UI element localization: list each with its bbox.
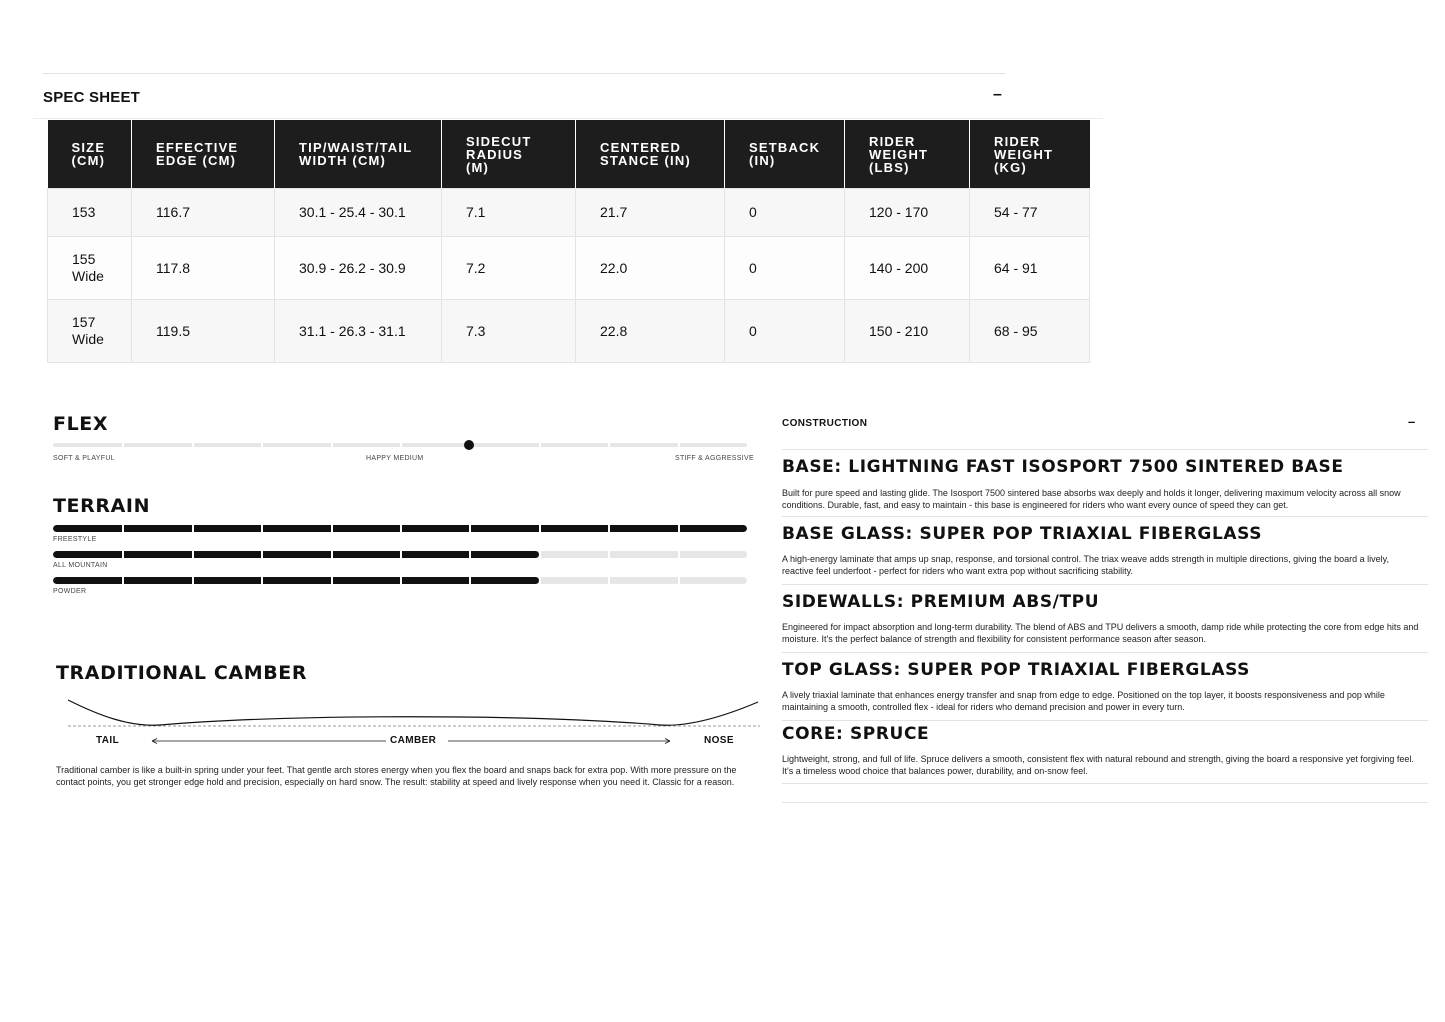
construction-divider [782, 449, 1428, 450]
cell-size: 155 Wide [48, 237, 132, 300]
col-header-effective-edge: EFFECTIVE EDGE (CM) [132, 120, 275, 189]
construction-item-description: Built for pure speed and lasting glide. The Isosport 7500 sintered base absorbs wax deeply and holds it longer, delivering maximum velocity across all snow conditions. Durable, fast, and easy to maintain - this base is engineered for riders who want every ounce of speed they can get. [782, 488, 1401, 510]
scale-segment-divider [678, 443, 680, 447]
cell-effective-edge: 116.7 [132, 189, 275, 237]
terrain-bar-freestyle [53, 525, 747, 532]
scale-segment-divider [539, 551, 541, 558]
terrain-bar-powder [53, 577, 747, 584]
scale-segment-divider [122, 443, 124, 447]
cell-weight-kg: 54 - 77 [970, 189, 1090, 237]
cell-weight-lbs: 120 - 170 [845, 189, 970, 237]
construction-item-description: A high-energy laminate that amps up snap, response, and torsional control. The triax weave adds strength in multiple directions, giving the board a lively, reactive feel underfoot - perfect for riders who want extra pop without sacrificing stability. [782, 554, 1390, 576]
scale-segment-divider [678, 525, 680, 532]
terrain-title: TERRAIN [53, 495, 151, 517]
cell-weight-lbs: 150 - 210 [845, 300, 970, 363]
cell-sidecut: 7.2 [442, 237, 576, 300]
construction-item-description: Engineered for impact absorption and long-term durability. The blend of ABS and TPU delivers a smooth, damp ride while protecting the core from edge hits and moisture. It's the perfect balance of strength and flexibility for consistent performance season after season. [782, 622, 1419, 644]
scale-segment-divider [122, 551, 124, 558]
scale-segment-divider [469, 577, 471, 584]
cell-weight-kg: 64 - 91 [970, 237, 1090, 300]
cell-stance: 22.0 [576, 237, 725, 300]
col-header-centered-stance: CENTERED STANCE (IN) [576, 120, 725, 189]
col-header-tip-waist-tail-width: TIP/WAIST/TAIL WIDTH (CM) [275, 120, 442, 189]
construction-divider [782, 783, 1428, 784]
cell-setback: 0 [725, 237, 845, 300]
scale-segment-divider [192, 443, 194, 447]
table-row [48, 300, 1090, 363]
flex-indicator-dot [464, 440, 474, 450]
scale-segment-divider [331, 443, 333, 447]
scale-segment-divider [400, 577, 402, 584]
cell-width: 30.9 - 26.2 - 30.9 [275, 237, 442, 300]
scale-segment-divider [678, 551, 680, 558]
cell-width: 31.1 - 26.3 - 31.1 [275, 300, 442, 363]
construction-item-title: BASE: LIGHTNING FAST ISOSPORT 7500 SINTERED BASE [782, 457, 1344, 477]
flex-label-stiff: STIFF & AGGRESSIVE [675, 455, 754, 462]
scale-segment-divider [192, 525, 194, 532]
construction-item-title: CORE: SPRUCE [782, 724, 930, 744]
cell-sidecut: 7.1 [442, 189, 576, 237]
scale-segment-divider [608, 443, 610, 447]
board-profile-line [68, 700, 758, 725]
scale-segment-divider [261, 551, 263, 558]
cell-weight-kg: 68 - 95 [970, 300, 1090, 363]
terrain-bar-fill [53, 551, 539, 558]
col-header-size: SIZE (CM) [48, 120, 132, 189]
cell-setback: 0 [725, 300, 845, 363]
flex-label-soft: SOFT & PLAYFUL [53, 455, 115, 462]
col-header-rider-weight-lbs: RIDER WEIGHT (LBS) [845, 120, 970, 189]
table-row [48, 237, 1090, 300]
scale-segment-divider [122, 525, 124, 532]
cell-effective-edge: 117.8 [132, 237, 275, 300]
scale-segment-divider [539, 525, 541, 532]
scale-segment-divider [608, 577, 610, 584]
scale-segment-divider [122, 577, 124, 584]
construction-item-title: TOP GLASS: SUPER POP TRIAXIAL FIBERGLASS [782, 660, 1251, 680]
scale-segment-divider [678, 577, 680, 584]
construction-title[interactable]: CONSTRUCTION [782, 418, 868, 429]
construction-divider [782, 802, 1428, 803]
construction-item-title: SIDEWALLS: PREMIUM ABS/TPU [782, 592, 1100, 612]
spec-table [47, 120, 1090, 363]
cell-stance: 21.7 [576, 189, 725, 237]
scale-segment-divider [608, 551, 610, 558]
cell-weight-lbs: 140 - 200 [845, 237, 970, 300]
scale-segment-divider [331, 525, 333, 532]
cell-size: 157 Wide [48, 300, 132, 363]
flex-label-medium: HAPPY MEDIUM [366, 455, 424, 462]
table-row [48, 189, 1090, 237]
spec-sheet-collapse-button[interactable]: – [993, 86, 1002, 103]
scale-segment-divider [539, 443, 541, 447]
construction-divider [782, 584, 1428, 585]
camber-description: Traditional camber is like a built-in spring under your feet. That gentle arch stores energy when you flex the board and snaps back for extra pop. With more pressure on the contact points, you get stronger edge hold and precision, especially on hard snow. The result: stability at speed and lively response when you need it. Classic for a reason. [56, 765, 737, 787]
scale-segment-divider [331, 551, 333, 558]
col-header-rider-weight-kg: RIDER WEIGHT (KG) [970, 120, 1090, 189]
spec-table-header-row [48, 120, 1090, 189]
scale-segment-divider [331, 577, 333, 584]
construction-item-description: Lightweight, strong, and full of life. Spruce delivers a smooth, consistent flex with natural rebound and strength, giving the board a responsive yet forgiving feel. It's a timeless wood choice that balances power, durability, and on-snow feel. [782, 754, 1414, 776]
scale-segment-divider [400, 525, 402, 532]
camber-label-camber: CAMBER [390, 735, 437, 746]
camber-label-nose: NOSE [704, 735, 734, 746]
cell-effective-edge: 119.5 [132, 300, 275, 363]
terrain-label-powder: POWDER [53, 588, 87, 595]
terrain-label-all-mountain: ALL MOUNTAIN [53, 562, 108, 569]
terrain-bar-all-mountain [53, 551, 747, 558]
scale-segment-divider [469, 525, 471, 532]
spec-sheet-title[interactable]: SPEC SHEET [43, 89, 141, 106]
construction-divider [782, 720, 1428, 721]
camber-title: TRADITIONAL CAMBER [56, 662, 308, 684]
cell-sidecut: 7.3 [442, 300, 576, 363]
spec-sheet-bottom-divider [33, 118, 1103, 119]
construction-item-description: A lively triaxial laminate that enhances energy transfer and snap from edge to edge. Positioned on the top layer, it boosts responsiveness and pop while maintaining a smooth, controlled flex - ideal for riders who demand precision and power in every turn. [782, 690, 1385, 712]
scale-segment-divider [261, 443, 263, 447]
scale-segment-divider [192, 551, 194, 558]
construction-divider [782, 516, 1428, 517]
cell-stance: 22.8 [576, 300, 725, 363]
scale-segment-divider [400, 551, 402, 558]
flex-title: FLEX [53, 413, 109, 435]
flex-scale-track [53, 443, 747, 447]
terrain-bar-fill [53, 577, 539, 584]
construction-item-title: BASE GLASS: SUPER POP TRIAXIAL FIBERGLASS [782, 524, 1263, 544]
scale-segment-divider [539, 577, 541, 584]
spec-sheet-top-divider [43, 73, 1005, 74]
scale-segment-divider [469, 551, 471, 558]
scale-segment-divider [192, 577, 194, 584]
cell-width: 30.1 - 25.4 - 30.1 [275, 189, 442, 237]
camber-label-tail: TAIL [96, 735, 120, 746]
cell-size: 153 [48, 189, 132, 237]
construction-divider [782, 652, 1428, 653]
scale-segment-divider [400, 443, 402, 447]
scale-segment-divider [261, 525, 263, 532]
scale-segment-divider [608, 525, 610, 532]
cell-setback: 0 [725, 189, 845, 237]
construction-collapse-button[interactable]: – [1408, 414, 1416, 429]
col-header-sidecut-radius: SIDECUT RADIUS (M) [442, 120, 576, 189]
scale-segment-divider [261, 577, 263, 584]
terrain-label-freestyle: FREESTYLE [53, 536, 97, 543]
col-header-setback: SETBACK (IN) [725, 120, 845, 189]
